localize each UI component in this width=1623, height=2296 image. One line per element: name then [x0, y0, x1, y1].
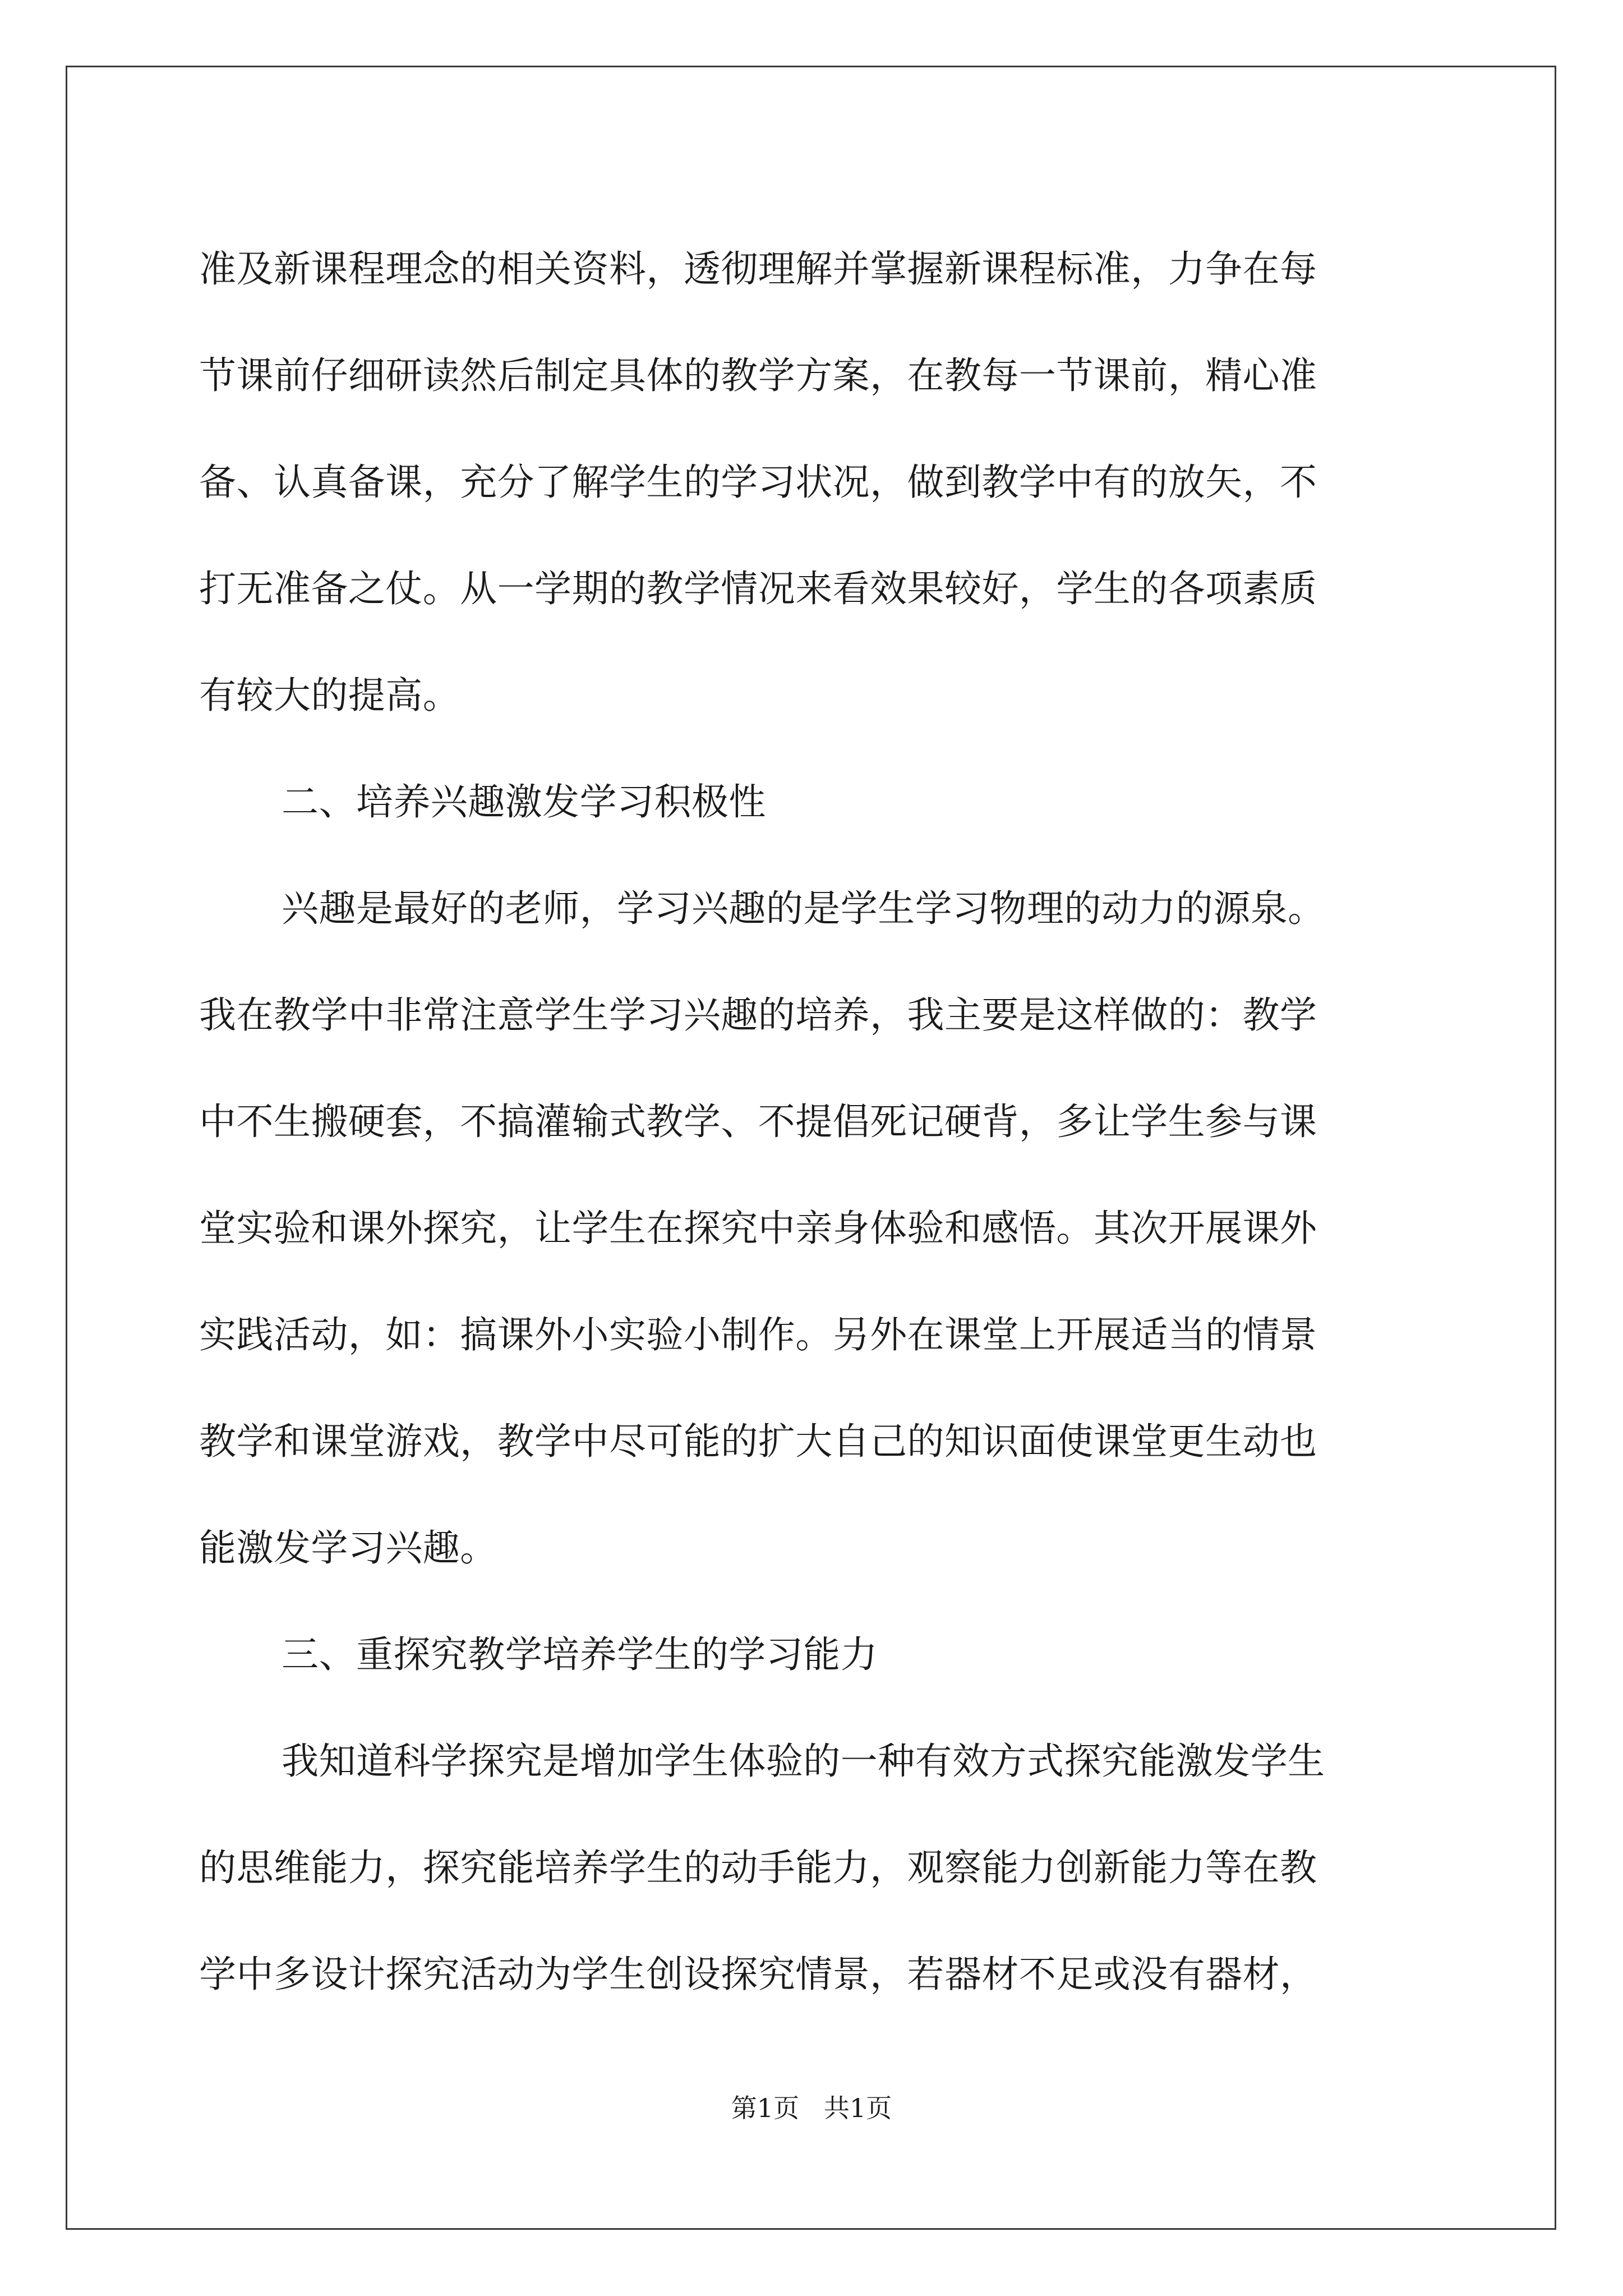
text-line: 能激发学习兴趣。	[199, 1526, 497, 1570]
text-line: 节课前仔细研读然后制定具体的教学方案，在教每一节课前，精心准	[199, 354, 1317, 397]
text-line: 我知道科学探究是增加学生体验的一种有效方式探究能激发学生	[282, 1740, 1325, 1783]
text-line: 学中多设计探究活动为学生创设探究情景，若器材不足或没有器材，	[199, 1953, 1317, 1996]
text-line: 堂实验和课外探究，让学生在探究中亲身体验和感悟。其次开展课外	[199, 1207, 1317, 1250]
text-line: 兴趣是最好的老师，学习兴趣的是学生学习物理的动力的源泉。	[282, 887, 1325, 930]
text-line: 有较大的提高。	[199, 674, 460, 717]
text-line: 准及新课程理念的相关资料，透彻理解并掌握新课程标准，力争在每	[199, 247, 1317, 291]
document-body	[199, 216, 1433, 2028]
text-line: 三、重探究教学培养学生的学习能力	[282, 1633, 878, 1676]
text-line: 中不生搬硬套，不搞灌输式教学、不提倡死记硬背，多让学生参与课	[199, 1100, 1317, 1143]
text-line: 教学和课堂游戏，教学中尽可能的扩大自己的知识面使课堂更生动也	[199, 1420, 1317, 1463]
text-line: 我在教学中非常注意学生学习兴趣的培养，我主要是这样做的：教学	[199, 993, 1317, 1037]
text-line: 二、培养兴趣激发学习积极性	[282, 780, 766, 823]
text-line: 的思维能力，探究能培养学生的动手能力，观察能力创新能力等在教	[199, 1846, 1317, 1889]
text-line: 实践活动，如：搞课外小实验小制作。另外在课堂上开展适当的情景	[199, 1313, 1317, 1356]
page-footer: 第1页 共1页	[731, 2093, 892, 2123]
text-line: 打无准备之仗。从一学期的教学情况来看效果较好，学生的各项素质	[199, 567, 1317, 610]
text-line: 备、认真备课，充分了解学生的学习状况，做到教学中有的放矢，不	[199, 461, 1317, 504]
